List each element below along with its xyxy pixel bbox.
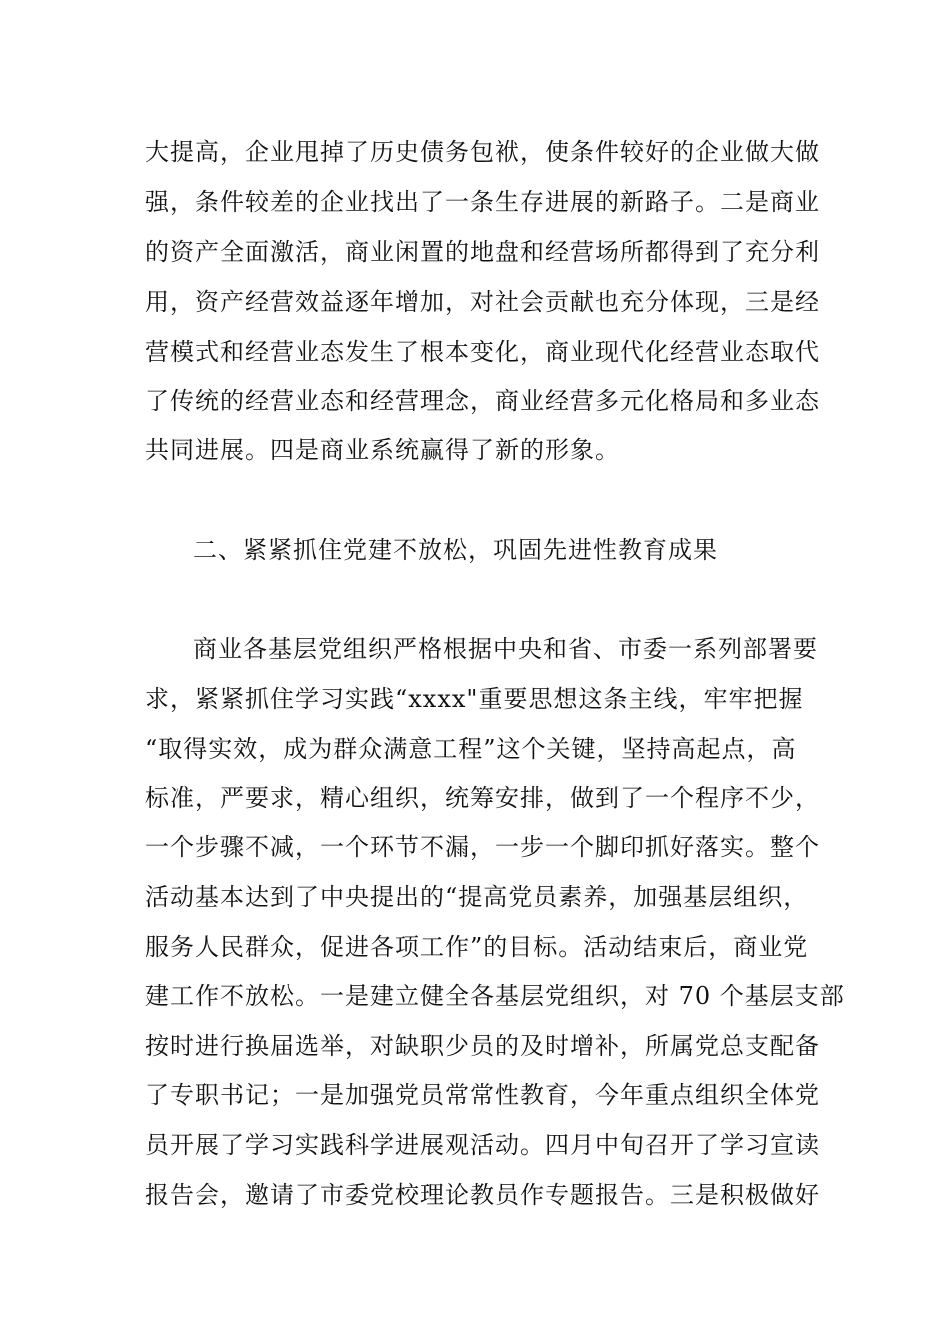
paragraph-line: 服务人民群众，促进各项工作”的目标。活动结束后，商业党 bbox=[145, 933, 809, 961]
paragraph-line: 员开展了学习实践科学进展观活动。四月中旬召开了学习宣读 bbox=[145, 1131, 820, 1159]
paragraph-line: 大提高，企业甩掉了历史债务包袱，使条件较好的企业做大做 bbox=[145, 138, 820, 166]
paragraph-line: 用，资产经营效益逐年增加，对社会贡献也充分体现，三是经 bbox=[145, 288, 820, 316]
paragraph-line: 了专职书记；一是加强党员常常性教育，今年重点组织全体党 bbox=[145, 1081, 820, 1109]
paragraph-line: “取得实效，成为群众满意工程”这个关键，坚持高起点，高 bbox=[145, 735, 797, 763]
paragraph-line: 标准，严要求，精心组织，统筹安排，做到了一个程序不少， bbox=[145, 784, 820, 812]
paragraph-line: 建工作不放松。一是建立健全各基层党组织，对 70 个基层支部 bbox=[145, 982, 845, 1010]
paragraph-line: 一个步骤不减，一个环节不漏，一步一个脚印抓好落实。整个 bbox=[145, 833, 820, 861]
paragraph-line: 求，紧紧抓住学习实践“xxxx"重要思想这条主线，牢牢把握 bbox=[145, 685, 804, 713]
paragraph-line: 按时进行换届选举，对缺职少员的及时增补，所属党总支配备 bbox=[145, 1032, 820, 1060]
paragraph-line: 强，条件较差的企业找出了一条生存进展的新路子。二是商业 bbox=[145, 188, 820, 216]
paragraph-line: 的资产全面激活，商业闲置的地盘和经营场所都得到了充分利 bbox=[145, 238, 820, 266]
paragraph-line: 活动基本达到了中央提出的“提高党员素养，加强基层组织， bbox=[145, 883, 809, 911]
paragraph-line: 商业各基层党组织严格根据中央和省、市委一系列部署要 bbox=[193, 635, 818, 663]
paragraph-line: 营模式和经营业态发生了根本变化，商业现代化经营业态取代 bbox=[145, 338, 820, 366]
paragraph-line: 了传统的经营业态和经营理念，商业经营多元化格局和多业态 bbox=[145, 387, 820, 415]
paragraph-line: 共同进展。四是商业系统赢得了新的形象。 bbox=[145, 436, 620, 464]
paragraph-line: 报告会，邀请了市委党校理论教员作专题报告。三是积极做好 bbox=[145, 1181, 820, 1209]
section-heading: 二、紧紧抓住党建不放松，巩固先进性教育成果 bbox=[193, 536, 718, 564]
